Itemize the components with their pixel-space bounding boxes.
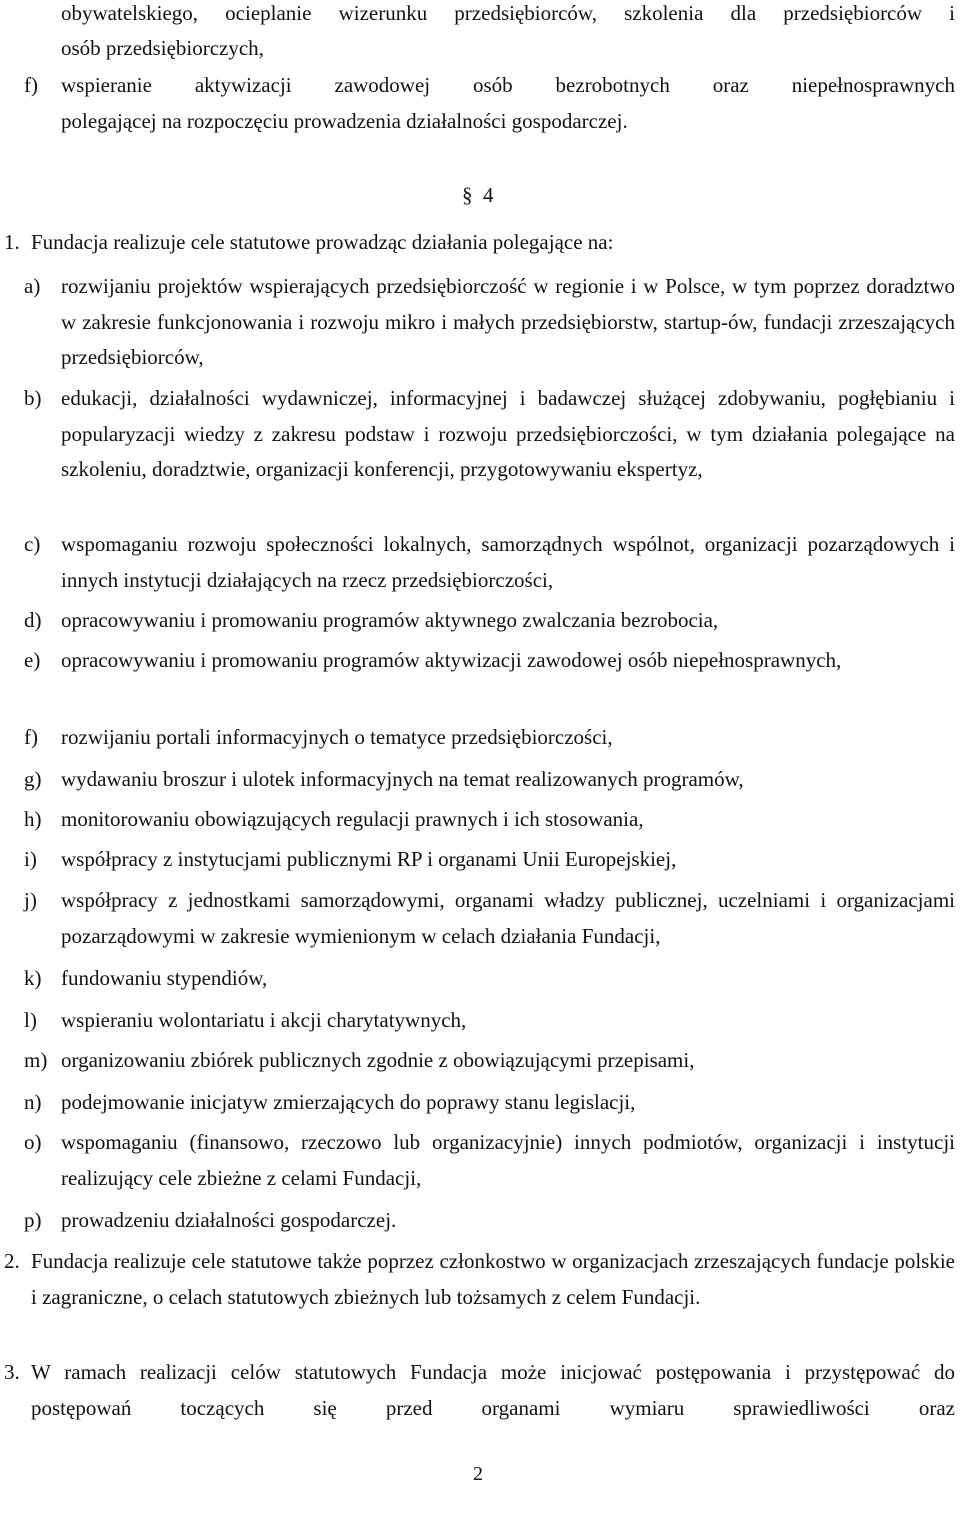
list-item-label: k): [24, 966, 42, 990]
list-item-label: m): [24, 1048, 48, 1072]
list-item-text: rozwijaniu portali informacyjnych o tematyce przedsiębiorczości,: [61, 725, 613, 749]
list-item-m: [24, 1043, 955, 1079]
list-item-i: [24, 842, 955, 878]
section-number: 4: [483, 183, 494, 207]
list-item-text: monitorowaniu obowiązujących regulacji prawnych i ich stosowania,: [61, 807, 644, 831]
list-item-label: f): [24, 725, 38, 749]
list-item-l: [24, 1003, 955, 1039]
list-item-text: edukacji, działalności wydawniczej, informacyjnej i badawczej służącej zdobywaniu, pogłębianiu i popularyzacji wiedzy z zakresu podstaw i rozwoju przedsiębiorczości, w tym działania polegające na szkoleniu, doradztwie, organizacji konferencji, przygotowywaniu ekspertyz,: [61, 386, 955, 481]
continued-text-line-1: obywatelskiego, ocieplanie wizerunku przedsiębiorców, szkolenia dla przedsiębiorców i: [61, 1, 955, 25]
list-item-text: wspomaganiu rozwoju społeczności lokalnych, samorządnych wspólnot, organizacji pozarządowych i innych instytucji działających na rzecz przedsiębiorczości,: [61, 532, 955, 592]
list-item-text: prowadzeniu działalności gospodarczej.: [61, 1208, 397, 1232]
item-f-prev-line-1: wspieranie aktywizacji zawodowej osób bezrobotnych oraz niepełnosprawnych: [61, 73, 955, 97]
list-item-label: p): [24, 1208, 42, 1232]
list-item-label: h): [24, 807, 42, 831]
list-item-text: rozwijaniu projektów wspierających przedsiębiorczość w regionie i w Polsce, w tym poprzez doradztwo w zakresie funkcjonowania i rozwoju mikro i małych przedsiębiorstw, startup-ów, fundacji zrzeszających przedsiębiorców,: [61, 274, 955, 369]
point-label: 3.: [4, 1360, 20, 1384]
list-item-text: organizowaniu zbiórek publicznych zgodnie z obowiązującymi przepisami,: [61, 1048, 695, 1072]
point-text: Fundacja realizuje cele statutowe także poprzez członkostwo w organizacjach zrzeszających fundacje polskie i zagraniczne, o celach statutowych zbieżnych lub tożsamych z celem Fundacji.: [31, 1249, 955, 1309]
list-item-text: współpracy z jednostkami samorządowymi, organami władzy publicznej, uczelniami i organizacjami pozarządowymi w zakresie wymienionym w celach działania Fundacji,: [61, 888, 955, 948]
list-item-text: podejmowanie inicjatyw zmierzających do poprawy stanu legislacji,: [61, 1090, 636, 1114]
list-item-b: [24, 381, 955, 488]
list-item-text: wspieraniu wolontariatu i akcji charytatywnych,: [61, 1008, 467, 1032]
point-text: Fundacja realizuje cele statutowe prowadząc działania polegające na:: [31, 230, 614, 254]
list-item-label: a): [24, 274, 41, 298]
list-item-e: [24, 643, 955, 679]
point-1: [4, 225, 955, 261]
list-item-text: wspomaganiu (finansowo, rzeczowo lub organizacyjnie) innych podmiotów, organizacji i instytucji realizujący cele zbieżne z celami Fundacji,: [61, 1130, 955, 1190]
list-item-c: [24, 527, 955, 598]
item-f-prev-line-2: polegającej na rozpoczęciu prowadzenia działalności gospodarczej.: [61, 109, 628, 133]
list-item-a: [24, 269, 955, 376]
list-item-p: [24, 1203, 955, 1239]
list-item-label: c): [24, 532, 41, 556]
list-item-label: o): [24, 1130, 42, 1154]
item-f-prev-label: f): [24, 73, 38, 97]
list-item-text: współpracy z instytucjami publicznymi RP i organami Unii Europejskiej,: [61, 847, 677, 871]
section-heading: [462, 178, 494, 214]
list-item-label: b): [24, 386, 42, 410]
list-item-text: opracowywaniu i promowaniu programów aktywnego zwalczania bezrobocia,: [61, 608, 719, 632]
list-item-g: [24, 762, 955, 798]
continued-text-line-2: osób przedsiębiorczych,: [61, 36, 264, 60]
list-item-label: l): [24, 1008, 37, 1032]
list-item-text: wydawaniu broszur i ulotek informacyjnych na temat realizowanych programów,: [61, 767, 744, 791]
page-number: 2: [473, 1463, 483, 1485]
point-3: [4, 1355, 955, 1426]
section-symbol: §: [462, 183, 473, 207]
list-item-label: n): [24, 1090, 42, 1114]
list-item-label: e): [24, 648, 41, 672]
list-item-f: [24, 720, 955, 756]
list-item-d: [24, 603, 955, 639]
point-label: 2.: [4, 1249, 20, 1273]
list-item-j: [24, 883, 955, 954]
list-item-o: [24, 1125, 955, 1196]
list-item-h: [24, 802, 955, 838]
point-label: 1.: [4, 230, 20, 254]
list-item-label: g): [24, 767, 42, 791]
point-text: W ramach realizacji celów statutowych Fundacja może inicjować postępowania i przystępować do postępowań toczących się przed organami wymiaru sprawiedliwości oraz: [31, 1360, 955, 1420]
list-item-text: fundowaniu stypendiów,: [61, 966, 268, 990]
point-2: [4, 1244, 955, 1315]
list-item-label: i): [24, 847, 37, 871]
list-item-n: [24, 1085, 955, 1121]
list-item-label: d): [24, 608, 42, 632]
list-item-label: j): [24, 888, 37, 912]
list-item-k: [24, 961, 955, 997]
list-item-text: opracowywaniu i promowaniu programów aktywizacji zawodowej osób niepełnosprawnych,: [61, 648, 842, 672]
